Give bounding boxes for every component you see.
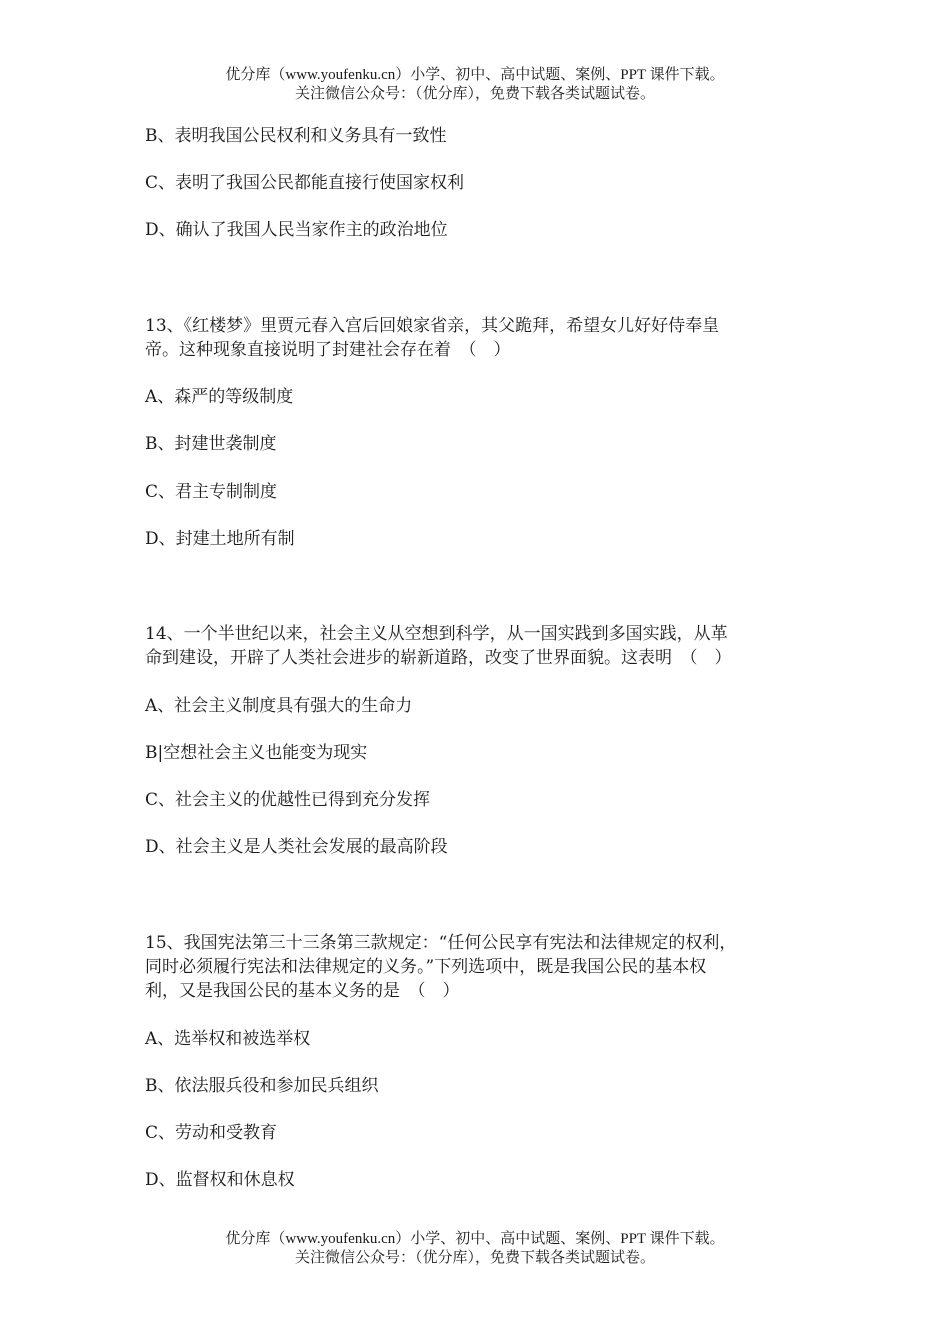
- q15-stem-line-2: 同时必须履行宪法和法律规定的义务。”下列选项中，既是我国公民的基本权: [145, 957, 707, 977]
- q14-option-a: A、社会主义制度具有强大的生命力: [145, 696, 413, 716]
- page-footer: [0, 1230, 950, 1268]
- q14-option-d: D、社会主义是人类社会发展的最高阶段: [145, 837, 448, 857]
- q12-option-d: D、确认了我国人民当家作主的政治地位: [145, 220, 448, 240]
- q15-option-c: C、劳动和受教育: [145, 1123, 278, 1143]
- q13-option-d: D、封建土地所有制: [145, 529, 295, 549]
- q13-option-c: C、君主专制制度: [145, 482, 278, 502]
- header-line-2: 关注微信公众号：（优分库），免费下载各类试题试卷。: [294, 86, 655, 102]
- page-header: [0, 66, 950, 104]
- q13-option-a: A、森严的等级制度: [145, 387, 294, 407]
- q14-stem-line-1: 14、一个半世纪以来，社会主义从空想到科学，从一国实践到多国实践，从革: [145, 624, 728, 644]
- q15-option-a: A、选举权和被选举权: [145, 1029, 311, 1049]
- q12-option-c: C、表明了我国公民都能直接行使国家权利: [145, 173, 465, 193]
- q14-option-b: B|空想社会主义也能变为现实: [145, 743, 368, 763]
- q15-stem-line-3: 利，又是我国公民的基本义务的是 （ ）: [145, 981, 460, 1001]
- footer-line-1: 优分库（www.youfenku.cn）小学、初中、高中试题、案例、PPT 课件下载。: [225, 1231, 725, 1247]
- q13-option-b: B、封建世袭制度: [145, 434, 277, 454]
- q14-stem-line-2: 命到建设，开辟了人类社会进步的崭新道路，改变了世界面貌。这表明 （ ）: [145, 648, 732, 668]
- q15-option-d: D、监督权和休息权: [145, 1170, 295, 1190]
- q13-stem-line-1: 13、《红楼梦》里贾元春入宫后回娘家省亲，其父跪拜，希望女儿好好侍奉皇: [145, 316, 720, 336]
- q15-stem-line-1: 15、我国宪法第三十三条第三款规定：“任何公民享有宪法和法律规定的权利，: [145, 933, 737, 953]
- q15-option-b: B、依法服兵役和参加民兵组织: [145, 1076, 379, 1096]
- q12-option-b: B、表明我国公民权利和义务具有一致性: [145, 126, 447, 146]
- footer-line-2: 关注微信公众号：（优分库），免费下载各类试题试卷。: [294, 1250, 655, 1266]
- q13-stem-line-2: 帝。这种现象直接说明了封建社会存在着 （ ）: [145, 340, 511, 360]
- q14-option-c: C、社会主义的优越性已得到充分发挥: [145, 790, 431, 810]
- header-line-1: 优分库（www.youfenku.cn）小学、初中、高中试题、案例、PPT 课件下载。: [225, 67, 725, 83]
